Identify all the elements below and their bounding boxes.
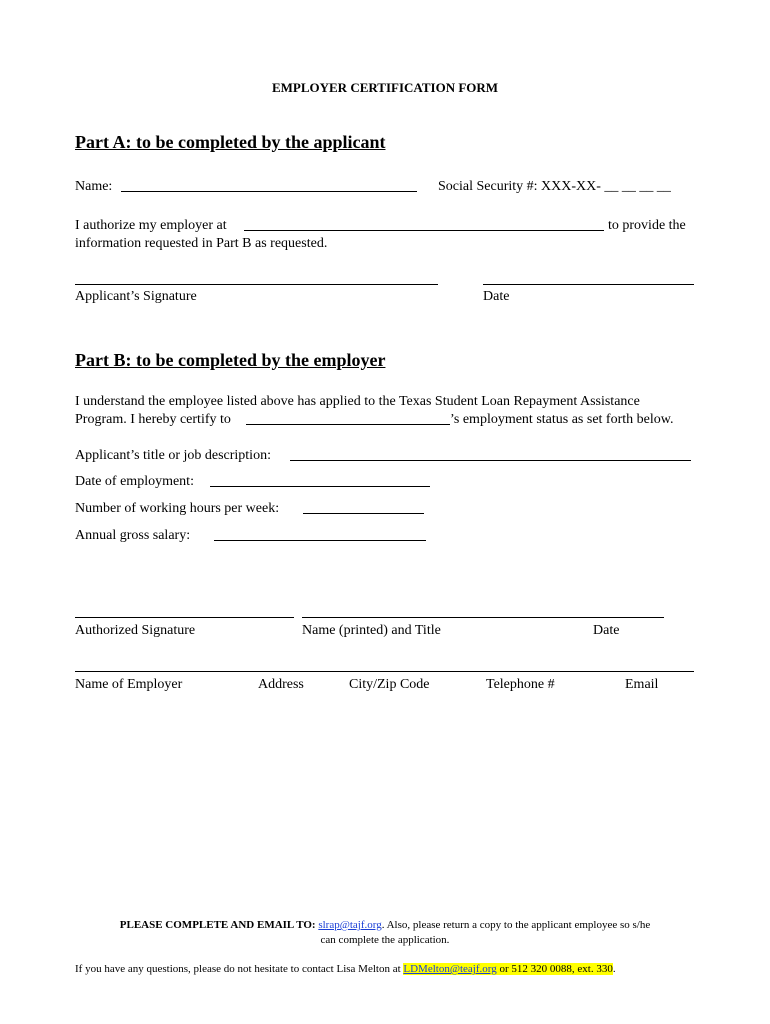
- authorize-line2: information requested in Part B as requested.: [75, 236, 328, 251]
- name-field[interactable]: [121, 191, 417, 192]
- authorize-prefix: I authorize my employer at: [75, 218, 227, 233]
- contact-email-link[interactable]: LDMelton@teajf.org: [403, 963, 497, 975]
- form-title: EMPLOYER CERTIFICATION FORM: [271, 80, 499, 95]
- contact-phone: or 512 320 0088, ext. 330: [496, 963, 613, 975]
- applicant-date-label: Date: [483, 289, 510, 304]
- employer-column-name: Name of Employer: [75, 677, 183, 692]
- employment-date-field[interactable]: [210, 486, 430, 487]
- employer-column-email: Email: [625, 677, 659, 692]
- ssn-label: Social Security #: XXX-XX- __ __ __ __: [438, 179, 671, 194]
- certify-line1: I understand the employee listed above has applied to the Texas Student Loan Repayment Assistance: [75, 394, 640, 409]
- salary-label: Annual gross salary:: [75, 528, 191, 543]
- employer-column-address: Address: [258, 677, 304, 692]
- part-a-heading: Part A: to be completed by the applicant: [75, 132, 386, 152]
- certify-suffix: ’s employment status as set forth below.: [450, 412, 674, 427]
- applicant-signature-line[interactable]: [75, 284, 438, 285]
- applicant-signature-label: Applicant’s Signature: [75, 289, 197, 304]
- authorized-date-label: Date: [593, 623, 620, 638]
- job-title-field[interactable]: [290, 460, 691, 461]
- hours-field[interactable]: [303, 513, 424, 514]
- name-title-date-line[interactable]: [302, 617, 664, 618]
- name-label: Name:: [75, 179, 113, 194]
- authorized-signature-line[interactable]: [75, 617, 294, 618]
- certify-prefix: Program. I hereby certify to: [75, 412, 231, 427]
- submission-email-link[interactable]: slrap@tajf.org: [318, 919, 382, 931]
- return-text-line2: can complete the application.: [320, 934, 450, 946]
- part-b-heading: Part B: to be completed by the employer: [75, 350, 386, 370]
- salary-field[interactable]: [214, 540, 426, 541]
- job-title-label: Applicant’s title or job description:: [75, 448, 271, 463]
- authorized-signature-label: Authorized Signature: [75, 623, 196, 638]
- questions-line: [75, 963, 616, 975]
- return-text: . Also, please return a copy to the applicant employee so s/he: [381, 919, 651, 931]
- applicant-date-line[interactable]: [483, 284, 694, 285]
- employer-info-line[interactable]: [75, 671, 694, 672]
- authorize-suffix: to provide the: [608, 218, 686, 233]
- footer-instructions: [0, 919, 770, 931]
- employer-column-telephone: Telephone #: [486, 677, 555, 692]
- questions-text: If you have any questions, please do not hesitate to contact Lisa Melton at: [75, 963, 401, 975]
- employer-field[interactable]: [244, 230, 604, 231]
- certify-employee-field[interactable]: [246, 424, 450, 425]
- complete-label: PLEASE COMPLETE AND EMAIL TO:: [119, 919, 316, 931]
- employment-date-label: Date of employment:: [75, 474, 194, 489]
- questions-period: .: [612, 963, 616, 975]
- name-title-label: Name (printed) and Title: [302, 623, 441, 638]
- hours-label: Number of working hours per week:: [75, 501, 280, 516]
- employer-column-city-zip: City/Zip Code: [349, 677, 430, 692]
